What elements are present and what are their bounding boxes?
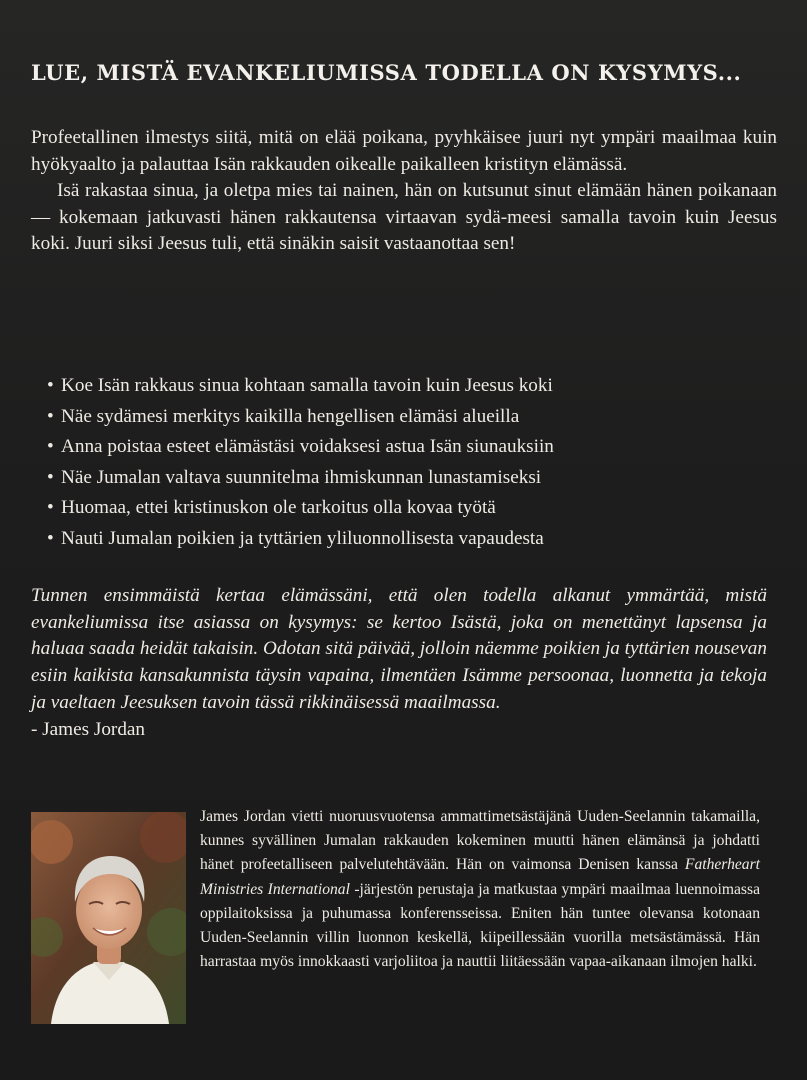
bio-text-part-1: James Jordan vietti nuoruusvuotensa ammattimetsästäjänä Uuden-Seelannin takamailla, kunnes syvällinen Jumalan rakkauden kokeminen muutti hänen elämänsä ja johdatti hänet profeetalliseen palvelutehtävään. Hän on vaimonsa Denisen kanssa: [200, 808, 760, 874]
author-quote: [31, 583, 767, 743]
list-item-text: Koe Isän rakkaus sinua kohtaan samalla tavoin kuin Jeesus koki: [61, 375, 553, 396]
list-item-text: Nauti Jumalan poikien ja tyttärien yliluonnollisesta vapaudesta: [61, 527, 544, 549]
list-item: [47, 432, 777, 463]
quote-attribution: - James Jordan: [31, 718, 146, 740]
list-item: [47, 371, 777, 402]
benefit-list: [47, 371, 777, 555]
bullet-icon: •: [47, 436, 54, 458]
intro-paragraph-2: Isä rakastaa sinua, ja oletpa mies tai nainen, hän on kutsunut sinut elämään hänen poikanaan — kokemaan jatkuvasti hänen rakkautensa virtaavan sydä-meesi samalla tavoin kuin Jeesus koki. Juuri siksi Jeesus tuli, että sinäkin saisit vastaanottaa sen!: [31, 180, 777, 254]
headline: LUE, MISTÄ EVANKELIUMISSA TODELLA ON KYSYMYS...: [31, 60, 742, 85]
list-item: [47, 524, 777, 555]
bullet-icon: •: [47, 497, 54, 519]
author-photo: [31, 812, 186, 1024]
list-item-text: Näe Jumalan valtava suunnitelma ihmiskunnan lunastamiseksi: [61, 466, 542, 488]
list-item-text: Näe sydämesi merkitys kaikilla hengellisen elämäsi alueilla: [61, 405, 520, 427]
list-item: [47, 402, 777, 433]
bullet-icon: •: [47, 375, 54, 396]
bio-text-part-2: -järjestön perustaja ja matkustaa ympäri maailmaa luennoimassa oppilaitoksissa ja puhumassa konferensseissa. Eniten hän tuntee olevansa kotonaan Uuden-Seelannin villin luonnon keskellä, kiipeillessään vuorilla metsästämässä. Hän harrastaa myös innokkaasti varjoliitoa ja nauttii liitäessään vapaa-aikanaan ilmojen halki.: [200, 880, 760, 971]
bullet-icon: •: [47, 405, 54, 427]
list-item: [47, 493, 777, 524]
quote-text: Tunnen ensimmäistä kertaa elämässäni, että olen todella alkanut ymmärtää, mistä evankeliumissa itse asiassa on kysymys: se kertoo Isästä, joka on menettänyt lapsensa ja haluaa saada heidät takaisin. Odotan sitä päivää, jolloin näemme poikien ja tyttärien nousevan esiin kaikista kansakunnista täysin vapaina, ilmentäen Isämme persoonaa, luonnetta ja tekoja ja vaeltaen Jeesuksen tavoin tässä rikkinäisessä maailmassa.: [31, 585, 767, 713]
list-item-text: Huomaa, ettei kristinuskon ole tarkoitus olla kovaa työtä: [61, 497, 496, 519]
intro-text: [31, 125, 777, 258]
bullet-icon: •: [47, 527, 54, 549]
author-bio: [200, 805, 760, 974]
list-item-text: Anna poistaa esteet elämästäsi voidaksesi astua Isän siunauksiin: [61, 436, 554, 458]
list-item: [47, 463, 777, 494]
intro-paragraph-1: Profeetallinen ilmestys siitä, mitä on elää poikana, pyyhkäisee juuri nyt ympäri maailmaa kuin hyökyaalto ja palauttaa Isän rakkauden oikealle paikalleen kristityn elämässä.: [31, 127, 777, 175]
bio-organization: Fatherheart Ministries International: [200, 856, 760, 898]
bullet-icon: •: [47, 466, 54, 488]
